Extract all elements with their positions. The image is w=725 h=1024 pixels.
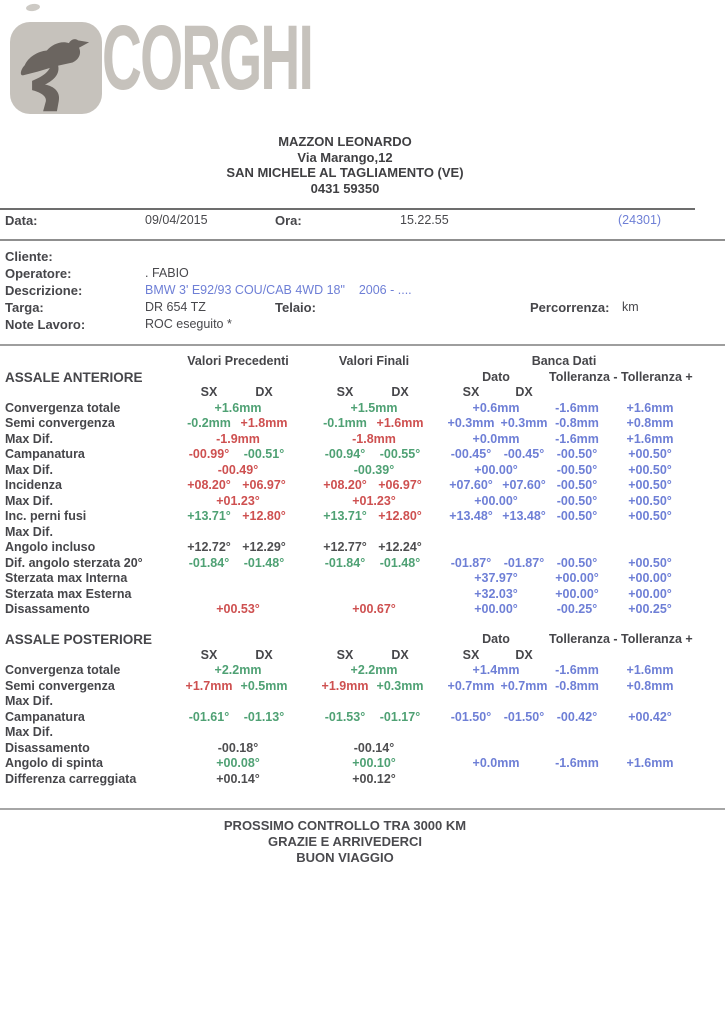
targa-label: Targa: bbox=[5, 300, 44, 315]
row-label: Semi convergenza bbox=[5, 678, 115, 693]
value-cell: +00.42° bbox=[628, 709, 672, 724]
value-cell: +1.6mm bbox=[626, 663, 674, 677]
time-value: 15.22.55 bbox=[400, 213, 449, 227]
value-cell: -00.50° bbox=[556, 509, 598, 523]
front-axle-title: ASSALE ANTERIORE bbox=[5, 369, 143, 385]
value-cell: -01.87° bbox=[450, 555, 492, 570]
footer-line-goodbye: BUON VIAGGIO bbox=[296, 850, 394, 865]
value-cell: +07.60° bbox=[449, 478, 493, 492]
value-cell: +01.23° bbox=[352, 493, 396, 508]
value-cell: -00.14° bbox=[353, 740, 395, 755]
time-label: Ora: bbox=[275, 213, 302, 228]
col-header-dato: Dato bbox=[482, 632, 510, 646]
row-label: Sterzata max Esterna bbox=[5, 586, 132, 601]
value-cell: +00.50° bbox=[628, 555, 672, 570]
rear-axle-table bbox=[5, 632, 693, 787]
row-label: Dif. angolo sterzata 20° bbox=[5, 555, 143, 570]
row-label: Max Dif. bbox=[5, 725, 53, 739]
value-cell: -01.84° bbox=[188, 555, 230, 570]
customer-name: MAZZON LEONARDO bbox=[278, 134, 412, 149]
value-cell: -00.18° bbox=[217, 740, 259, 755]
brand-name: CORGHI bbox=[102, 7, 312, 109]
value-cell: +12.24° bbox=[378, 540, 422, 554]
value-cell: +08.20° bbox=[187, 478, 231, 492]
value-cell: +13.71° bbox=[187, 509, 231, 523]
value-cell: -00.50° bbox=[556, 447, 598, 461]
value-cell: -1.8mm bbox=[352, 431, 396, 446]
operatore-value: . FABIO bbox=[145, 266, 189, 280]
col-header-dx: DX bbox=[515, 647, 533, 662]
footer-line-thanks: GRAZIE E ARRIVEDERCI bbox=[267, 834, 423, 849]
value-cell: -00.25° bbox=[556, 602, 598, 616]
value-cell: -0.8mm bbox=[555, 416, 599, 430]
value-cell: +00.12° bbox=[352, 771, 396, 786]
row-label: Max Dif. bbox=[5, 431, 53, 446]
value-cell: -01.48° bbox=[243, 555, 285, 570]
row-label: Disassamento bbox=[5, 602, 90, 616]
value-cell: +12.72° bbox=[187, 540, 231, 554]
divider bbox=[0, 208, 695, 210]
value-cell: +00.50° bbox=[628, 462, 672, 477]
rear-axle-title: ASSALE POSTERIORE bbox=[5, 632, 153, 647]
value-cell: +00.67° bbox=[352, 602, 396, 616]
customer-phone: 0431 59350 bbox=[310, 180, 380, 196]
job-info-block bbox=[0, 249, 725, 334]
row-label: Max Dif. bbox=[5, 524, 53, 539]
col-header-sx: SX bbox=[200, 385, 218, 399]
value-cell: -01.13° bbox=[243, 709, 285, 724]
value-cell: +06.97° bbox=[378, 478, 422, 492]
row-label: Max Dif. bbox=[5, 462, 53, 477]
cliente-row bbox=[0, 249, 725, 266]
value-cell: -00.55° bbox=[379, 447, 421, 461]
value-cell: +0.0mm bbox=[472, 756, 520, 770]
value-cell: +0.0mm bbox=[472, 431, 520, 446]
value-cell: -1.9mm bbox=[216, 431, 260, 446]
value-cell: -00.50° bbox=[556, 462, 598, 477]
value-cell: -00.94° bbox=[324, 447, 366, 461]
value-cell: -01.50° bbox=[503, 709, 545, 724]
date-value: 09/04/2015 bbox=[145, 213, 208, 227]
targa-value: DR 654 TZ bbox=[145, 300, 206, 314]
value-cell: +07.60° bbox=[502, 478, 546, 492]
scan-artifact bbox=[26, 3, 41, 12]
value-cell: +1.6mm bbox=[376, 416, 424, 430]
value-cell: -1.6mm bbox=[555, 400, 599, 415]
value-cell: +0.3mm bbox=[447, 416, 495, 430]
value-cell: +00.50° bbox=[628, 478, 672, 492]
value-cell: -00.50° bbox=[556, 478, 598, 492]
value-cell: +0.8mm bbox=[626, 678, 674, 693]
value-cell: +12.80° bbox=[242, 509, 286, 523]
divider bbox=[0, 239, 725, 241]
customer-city: SAN MICHELE AL TAGLIAMENTO (VE) bbox=[226, 165, 464, 180]
row-label: Campanatura bbox=[5, 447, 85, 461]
row-label: Max Dif. bbox=[5, 493, 53, 508]
value-cell: +0.3mm bbox=[500, 416, 548, 430]
value-cell: +00.25° bbox=[628, 602, 672, 616]
value-cell: -00.51° bbox=[243, 447, 285, 461]
value-cell: +37.97° bbox=[474, 571, 518, 585]
report-number: (24301) bbox=[618, 213, 662, 227]
value-cell: +1.8mm bbox=[240, 416, 288, 430]
value-cell: +1.5mm bbox=[350, 400, 398, 415]
date-time-row bbox=[0, 213, 725, 231]
value-cell: +06.97° bbox=[242, 478, 286, 492]
value-cell: -0.2mm bbox=[187, 416, 231, 430]
col-header-dx: DX bbox=[391, 385, 409, 399]
col-header-valori-precedenti: Valori Precedenti bbox=[187, 354, 289, 368]
row-label: Convergenza totale bbox=[5, 400, 121, 415]
row-label: Incidenza bbox=[5, 478, 62, 492]
value-cell: +0.7mm bbox=[447, 678, 495, 693]
value-cell: -1.6mm bbox=[555, 756, 599, 770]
note-lavoro-row bbox=[0, 317, 725, 334]
value-cell: +1.6mm bbox=[214, 400, 262, 415]
value-cell: -01.50° bbox=[450, 709, 492, 724]
value-cell: -00.45° bbox=[503, 447, 545, 461]
value-cell: -00.49° bbox=[217, 462, 259, 477]
value-cell: -01.61° bbox=[188, 709, 230, 724]
divider bbox=[0, 344, 725, 346]
telaio-label: Telaio: bbox=[275, 300, 316, 315]
operatore-label: Operatore: bbox=[5, 266, 72, 281]
value-cell: +01.23° bbox=[216, 493, 260, 508]
footer-message bbox=[0, 818, 690, 866]
value-cell: +1.6mm bbox=[626, 756, 674, 770]
value-cell: +12.77° bbox=[323, 540, 367, 554]
customer-block bbox=[0, 134, 690, 196]
value-cell: +2.2mm bbox=[350, 663, 398, 677]
targa-row bbox=[0, 300, 725, 317]
percorrenza-unit: km bbox=[622, 300, 639, 314]
value-cell: +1.7mm bbox=[185, 678, 233, 693]
value-cell: -01.84° bbox=[324, 555, 366, 570]
value-cell: +00.00° bbox=[474, 462, 518, 477]
front-axle-table bbox=[5, 354, 693, 618]
value-cell: -01.17° bbox=[379, 709, 421, 724]
value-cell: -01.48° bbox=[379, 555, 421, 570]
value-cell: +00.08° bbox=[216, 756, 260, 770]
value-cell: -0.8mm bbox=[555, 678, 599, 693]
value-cell: +00.00° bbox=[555, 586, 599, 601]
col-header-dato: Dato bbox=[482, 369, 510, 384]
row-label: Angolo incluso bbox=[5, 540, 96, 554]
value-cell: +00.50° bbox=[628, 493, 672, 508]
value-cell: +2.2mm bbox=[214, 663, 262, 677]
col-header-sx: SX bbox=[462, 385, 480, 399]
col-header-tolleranza: Tolleranza - Tolleranza + bbox=[549, 632, 693, 646]
value-cell: +08.20° bbox=[323, 478, 367, 492]
row-label: Sterzata max Interna bbox=[5, 571, 128, 585]
value-cell: +00.53° bbox=[216, 602, 260, 616]
value-cell: -00.50° bbox=[556, 555, 598, 570]
col-header-sx: SX bbox=[336, 647, 354, 662]
value-cell: +00.50° bbox=[628, 509, 672, 523]
value-cell: +00.00° bbox=[628, 586, 672, 601]
col-header-dx: DX bbox=[255, 647, 273, 662]
value-cell: +32.03° bbox=[474, 586, 518, 601]
value-cell: +0.6mm bbox=[472, 400, 520, 415]
row-label: Semi convergenza bbox=[5, 416, 115, 430]
value-cell: +00.00° bbox=[474, 493, 518, 508]
value-cell: -1.6mm bbox=[555, 663, 599, 677]
value-cell: +00.00° bbox=[628, 571, 672, 585]
value-cell: +13.71° bbox=[323, 509, 367, 523]
col-header-sx: SX bbox=[462, 647, 480, 662]
value-cell: +13.48° bbox=[449, 509, 493, 523]
divider bbox=[0, 808, 725, 810]
value-cell: +1.9mm bbox=[321, 678, 369, 693]
value-cell: +1.4mm bbox=[472, 663, 520, 677]
operatore-row bbox=[0, 266, 725, 283]
value-cell: +12.80° bbox=[378, 509, 422, 523]
value-cell: -00.42° bbox=[556, 709, 598, 724]
value-cell: +00.50° bbox=[628, 447, 672, 461]
col-header-valori-finali: Valori Finali bbox=[338, 354, 410, 368]
value-cell: +12.29° bbox=[242, 540, 286, 554]
value-cell: -00.45° bbox=[450, 447, 492, 461]
cliente-label: Cliente: bbox=[5, 249, 53, 264]
customer-address: Via Marango,12 bbox=[297, 149, 393, 165]
row-label: Max Dif. bbox=[5, 694, 53, 708]
value-cell: +0.3mm bbox=[376, 678, 424, 693]
col-header-sx: SX bbox=[336, 385, 354, 399]
value-cell: -01.53° bbox=[324, 709, 366, 724]
row-label: Campanatura bbox=[5, 709, 85, 724]
row-label: Disassamento bbox=[5, 740, 90, 755]
value-cell: -00.99° bbox=[188, 447, 230, 461]
corghi-bird-icon bbox=[10, 22, 102, 114]
col-header-dx: DX bbox=[391, 647, 409, 662]
value-cell: +00.10° bbox=[352, 756, 396, 770]
value-cell: +0.7mm bbox=[500, 678, 548, 693]
row-label: Angolo di spinta bbox=[5, 756, 103, 770]
value-cell: -1.6mm bbox=[555, 431, 599, 446]
row-label: Differenza carreggiata bbox=[5, 771, 137, 786]
value-cell: +1.6mm bbox=[626, 431, 674, 446]
value-cell: +00.14° bbox=[216, 771, 260, 786]
row-label: Convergenza totale bbox=[5, 663, 121, 677]
value-cell: -0.1mm bbox=[323, 416, 367, 430]
col-header-dx: DX bbox=[255, 385, 273, 399]
value-cell: +0.5mm bbox=[240, 678, 288, 693]
vehicle-description: BMW 3' E92/93 COU/CAB 4WD 18" 2006 - .... bbox=[145, 283, 412, 297]
col-header-banca-dati: Banca Dati bbox=[531, 354, 597, 368]
row-label: Inc. perni fusi bbox=[5, 509, 87, 523]
percorrenza-label: Percorrenza: bbox=[530, 300, 610, 315]
col-header-sx: SX bbox=[200, 647, 218, 662]
value-cell: -00.50° bbox=[556, 493, 598, 508]
note-lavoro-value: ROC eseguito * bbox=[145, 317, 232, 331]
col-header-tolleranza: Tolleranza - Tolleranza + bbox=[549, 369, 693, 384]
value-cell: +0.8mm bbox=[626, 416, 674, 430]
value-cell: +13.48° bbox=[502, 509, 546, 523]
descrizione-row bbox=[0, 283, 725, 300]
value-cell: +1.6mm bbox=[626, 400, 674, 415]
descrizione-label: Descrizione: bbox=[5, 283, 83, 298]
value-cell: +00.00° bbox=[555, 571, 599, 585]
note-lavoro-label: Note Lavoro: bbox=[5, 317, 86, 332]
col-header-dx: DX bbox=[515, 385, 533, 399]
footer-line-next-check: PROSSIMO CONTROLLO TRA 3000 KM bbox=[223, 818, 467, 833]
value-cell: +00.00° bbox=[474, 602, 518, 616]
date-label: Data: bbox=[5, 213, 38, 228]
value-cell: -01.87° bbox=[503, 555, 545, 570]
value-cell: -00.39° bbox=[353, 462, 395, 477]
